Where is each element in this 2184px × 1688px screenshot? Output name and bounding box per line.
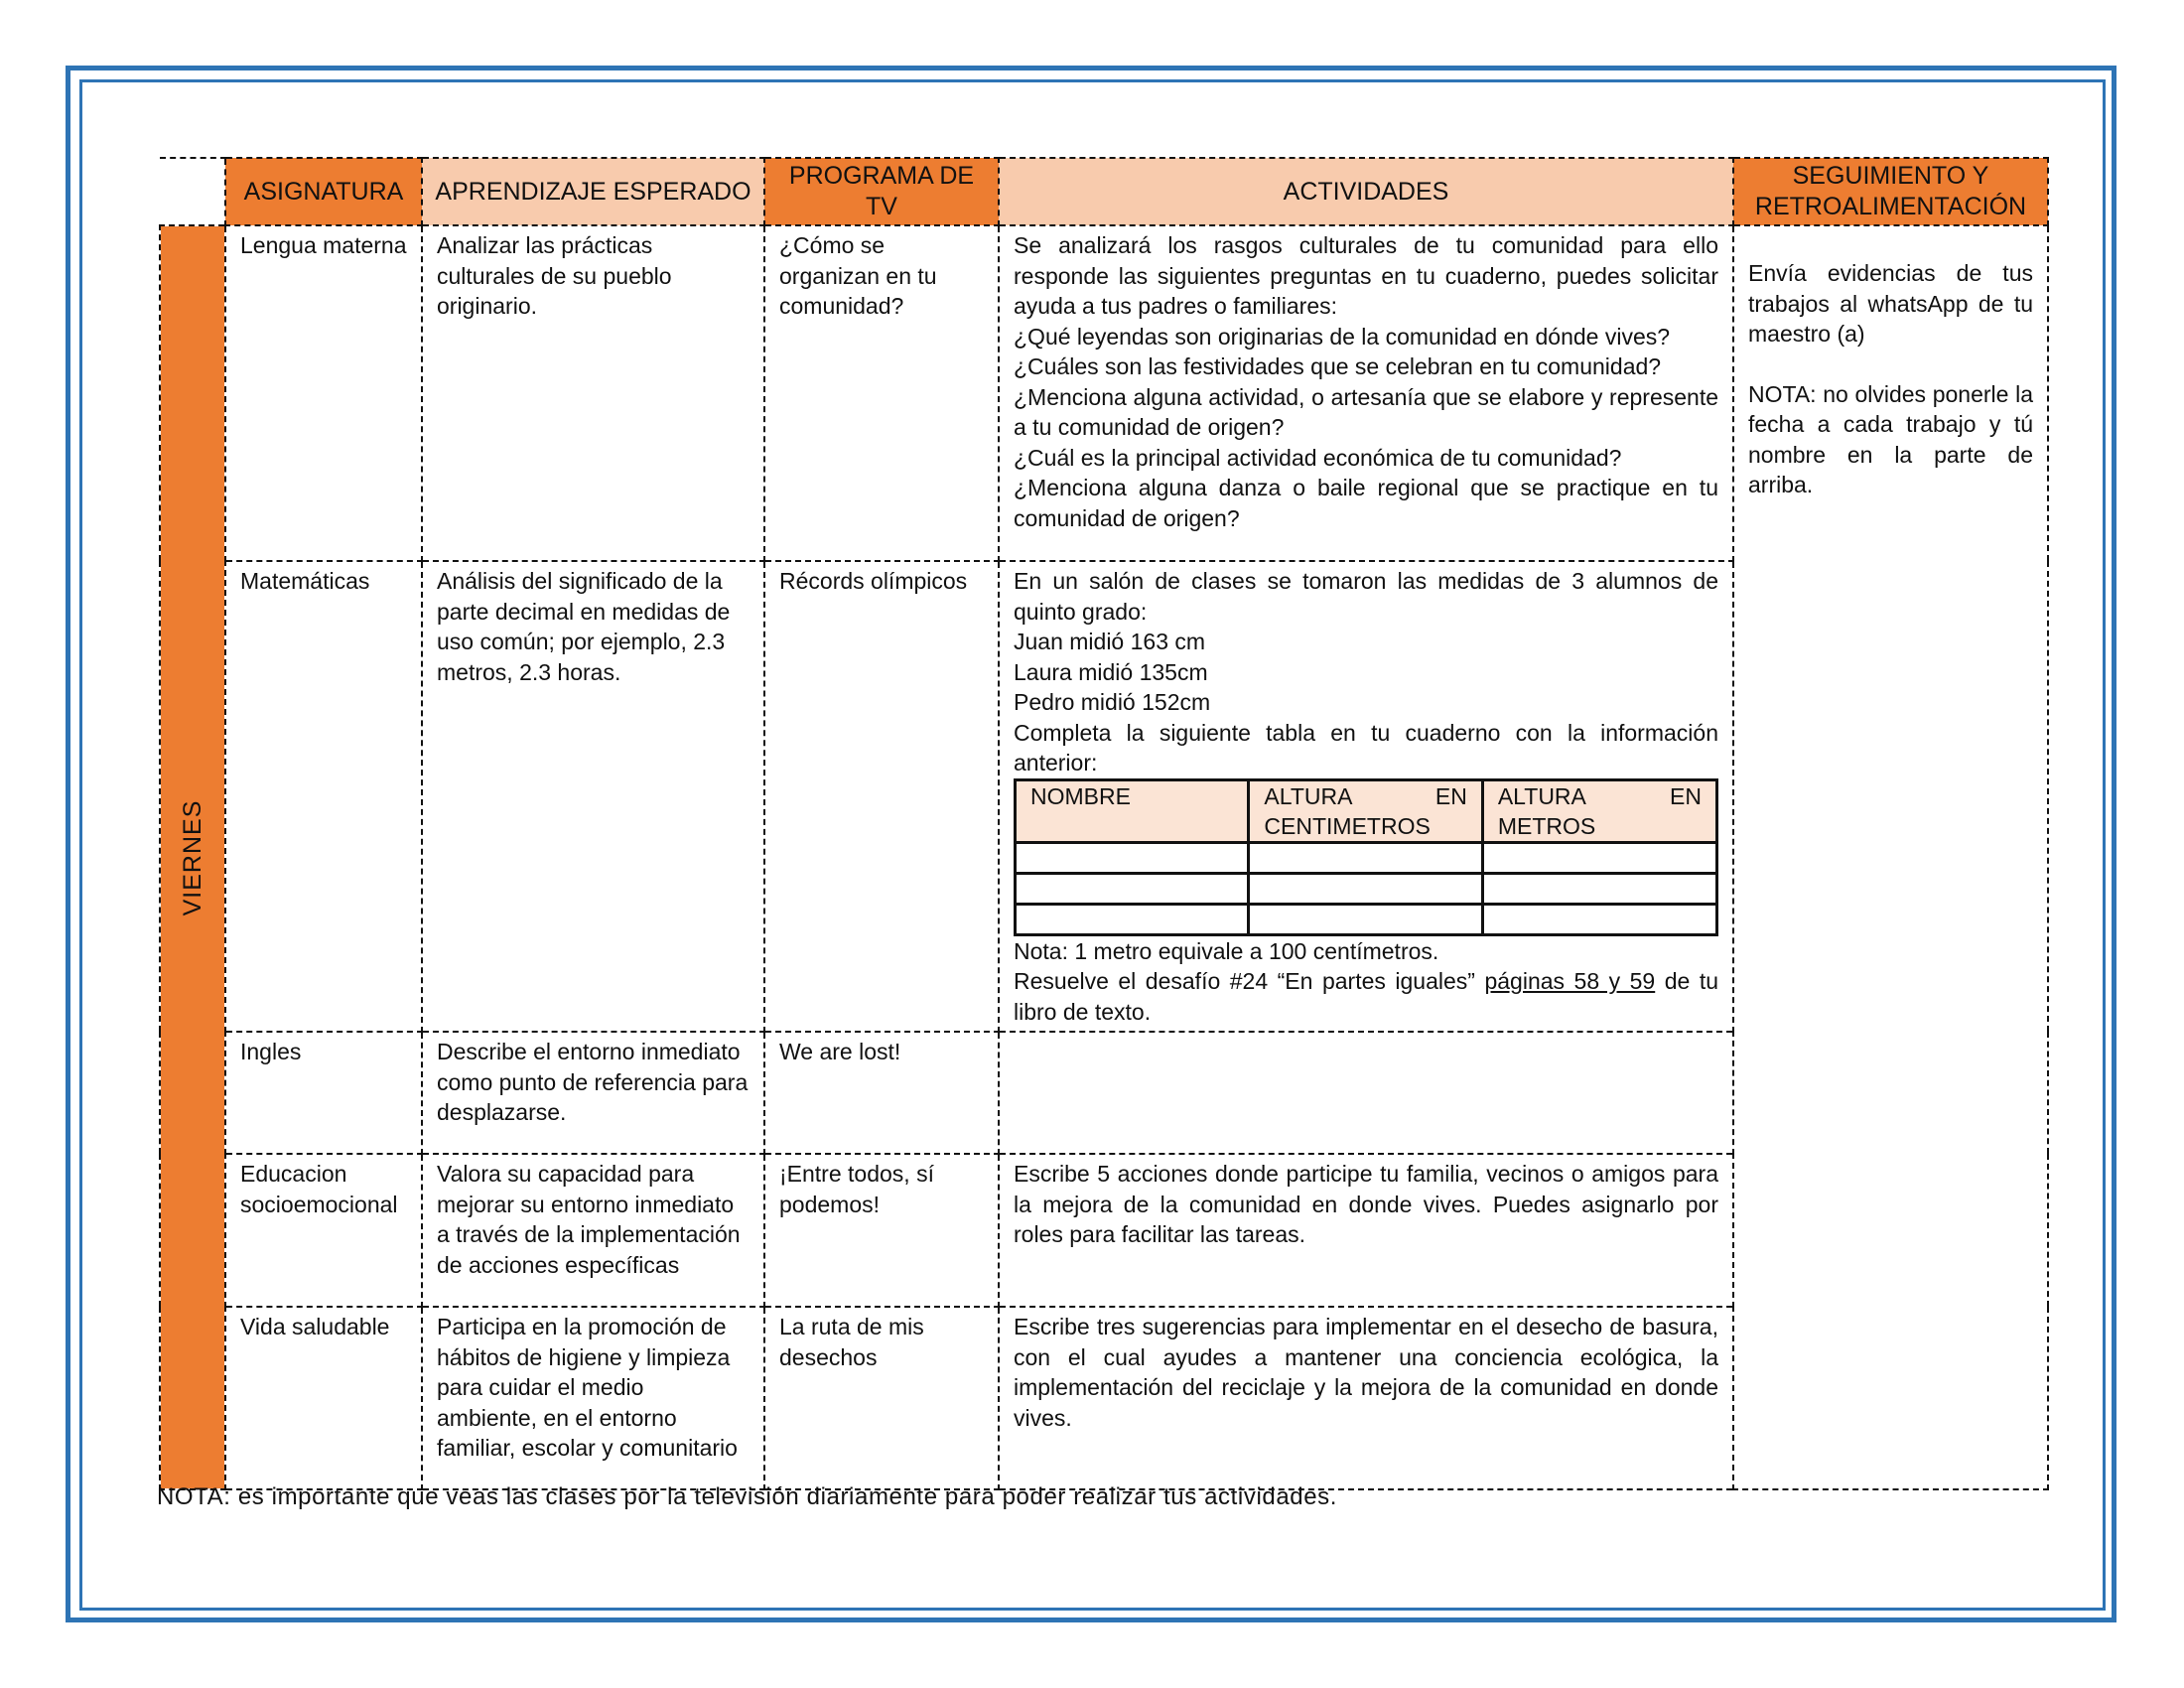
header-seguimiento: SEGUIMIENTO Y RETROALIMENTACIÓN bbox=[1733, 158, 2048, 225]
aprendizaje-cell: Valora su capacidad para mejorar su entorno inmediato a través de la implementación de acciones específicas bbox=[422, 1154, 764, 1307]
seguimiento-evidence: Envía evidencias de tus trabajos al whatsApp de tu maestro (a) bbox=[1748, 260, 2033, 347]
heights-empty-row bbox=[1016, 873, 1717, 904]
activity-question: ¿Menciona alguna actividad, o artesanía que se elabore y represente a tu comunidad de origen? bbox=[1014, 383, 1718, 440]
challenge-text bbox=[1014, 966, 1718, 1027]
table-row bbox=[160, 225, 2048, 561]
programa-cell: ¿Cómo se organizan en tu comunidad? bbox=[764, 225, 999, 561]
challenge-prefix: Resuelve el desafío #24 “En partes iguales” bbox=[1014, 968, 1485, 994]
actividades-cell bbox=[999, 1307, 1733, 1489]
heights-cell bbox=[1249, 904, 1482, 934]
asignatura-cell: Lengua materna bbox=[225, 225, 422, 561]
asignatura-cell: Vida saludable bbox=[225, 1307, 422, 1489]
heights-cell bbox=[1016, 904, 1249, 934]
aprendizaje-cell: Describe el entorno inmediato como punto de referencia para desplazarse. bbox=[422, 1032, 764, 1154]
heights-table-header bbox=[1016, 779, 1717, 842]
heights-header-text: ALTURA bbox=[1264, 782, 1353, 809]
heights-header-m bbox=[1482, 779, 1716, 842]
heights-header-nombre bbox=[1016, 779, 1249, 842]
aprendizaje-cell: Análisis del significado de la parte decimal en medidas de uso común; por ejemplo, 2.3 metros, 2.3 horas. bbox=[422, 561, 764, 1032]
header-programa: PROGRAMA DE TV bbox=[764, 158, 999, 225]
aprendizaje-cell: Analizar las prácticas culturales de su pueblo originario. bbox=[422, 225, 764, 561]
day-label: VIERNES bbox=[178, 799, 206, 915]
activity-question: ¿Cuál es la principal actividad económica de tu comunidad? bbox=[1014, 444, 1622, 471]
heights-cell bbox=[1482, 842, 1716, 873]
activity-text: Laura midió 135cm bbox=[1014, 658, 1208, 685]
activity-question: ¿Cuáles son las festividades que se celebran en tu comunidad? bbox=[1014, 353, 1662, 379]
activity-question: ¿Qué leyendas son originarias de la comunidad en dónde vives? bbox=[1014, 323, 1671, 350]
header-asignatura: ASIGNATURA bbox=[225, 158, 422, 225]
challenge-suffix: de tu libro de texto. bbox=[1014, 968, 1719, 1025]
heights-cell bbox=[1016, 842, 1249, 873]
activity-text: Escribe tres sugerencias para implementar en el desecho de basura, con el cual ayudes a mantener una conciencia ecológica, la implementación del reciclaje y la mejora de la comunidad en donde vives. bbox=[1014, 1314, 1718, 1431]
heights-header-text: NOMBRE bbox=[1030, 782, 1131, 809]
heights-cell bbox=[1249, 842, 1482, 873]
activity-question: ¿Menciona alguna danza o baile regional que se practique en tu comunidad de origen? bbox=[1014, 475, 1718, 531]
heights-empty-row bbox=[1016, 904, 1717, 934]
seguimiento-note: NOTA: no olvides ponerle la fecha a cada trabajo y tú nombre en la parte de arriba. bbox=[1748, 380, 2033, 497]
actividades-cell bbox=[999, 1032, 1733, 1154]
activity-text: Se analizará los rasgos culturales de tu comunidad para ello responde las siguientes preguntas en tu cuaderno, puedes solicitar ayuda a tus padres o familiares: bbox=[1014, 232, 1718, 319]
seguimiento-cell bbox=[1733, 225, 2048, 1489]
programa-cell: Récords olímpicos bbox=[764, 561, 999, 1032]
heights-empty-row bbox=[1016, 842, 1717, 873]
heights-header-text: EN bbox=[1434, 782, 1467, 809]
actividades-cell bbox=[999, 1154, 1733, 1307]
heights-table bbox=[1014, 778, 1718, 936]
activity-text: Pedro midió 152cm bbox=[1014, 689, 1211, 715]
asignatura-cell: Educacion socioemocional bbox=[225, 1154, 422, 1307]
heights-header-text: CENTIMETROS bbox=[1264, 812, 1431, 839]
activity-text: Escribe 5 acciones donde participe tu familia, vecinos o amigos para la mejora de la comunidad en donde vives. Puedes asignarlo por roles para facilitar las tareas. bbox=[1014, 1161, 1718, 1247]
activity-text: Completa la siguiente tabla en tu cuaderno con la información anterior: bbox=[1014, 719, 1718, 775]
heights-header-text: EN bbox=[1670, 782, 1702, 809]
activity-text: Juan midió 163 cm bbox=[1014, 629, 1206, 654]
header-actividades: ACTIVIDADES bbox=[999, 158, 1733, 225]
asignatura-cell: Ingles bbox=[225, 1032, 422, 1154]
heights-cell bbox=[1482, 904, 1716, 934]
footnote: NOTA: es importante que veas las clases por la televisión diariamente para poder realizar tus actividades. bbox=[157, 1483, 1338, 1510]
challenge-pages-link[interactable]: páginas 58 y 59 bbox=[1484, 968, 1656, 994]
actividades-cell bbox=[999, 225, 1733, 561]
header-blank-cell bbox=[160, 158, 225, 225]
programa-cell: La ruta de mis desechos bbox=[764, 1307, 999, 1489]
programa-cell: We are lost! bbox=[764, 1032, 999, 1154]
heights-cell bbox=[1482, 873, 1716, 904]
heights-header-text: METROS bbox=[1497, 812, 1596, 839]
heights-cell bbox=[1249, 873, 1482, 904]
actividades-cell bbox=[999, 561, 1733, 1032]
conversion-note: Nota: 1 metro equivale a 100 centímetros. bbox=[1014, 937, 1439, 964]
day-cell bbox=[160, 225, 225, 1489]
heights-header-text: ALTURA bbox=[1497, 782, 1586, 809]
header-row bbox=[160, 158, 2048, 225]
heights-header-cm bbox=[1249, 779, 1482, 842]
schedule-table bbox=[159, 157, 2049, 1490]
aprendizaje-cell: Participa en la promoción de hábitos de higiene y limpieza para cuidar el medio ambiente, en el entorno familiar, escolar y comunitario bbox=[422, 1307, 764, 1489]
programa-cell: ¡Entre todos, sí podemos! bbox=[764, 1154, 999, 1307]
heights-cell bbox=[1016, 873, 1249, 904]
header-aprendizaje: APRENDIZAJE ESPERADO bbox=[422, 158, 764, 225]
activity-text: En un salón de clases se tomaron las medidas de 3 alumnos de quinto grado: bbox=[1014, 568, 1718, 625]
asignatura-cell: Matemáticas bbox=[225, 561, 422, 1032]
